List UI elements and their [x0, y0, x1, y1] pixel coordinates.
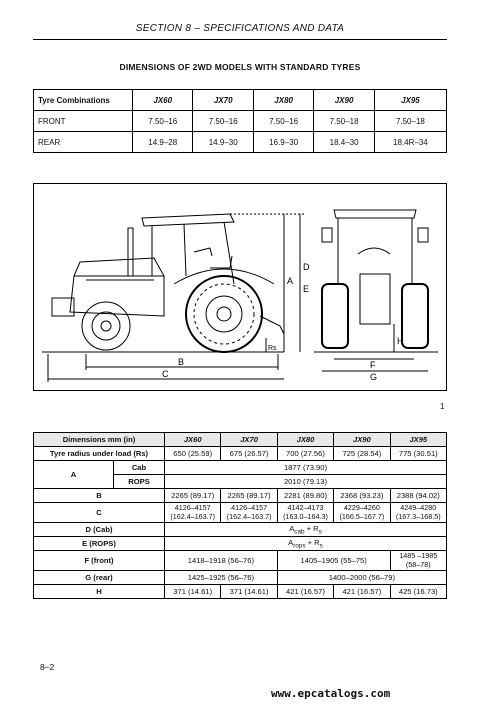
cell-line: (167.3–168.5)	[395, 511, 441, 521]
engine-body	[70, 276, 164, 316]
front-rim	[92, 312, 120, 340]
table-row	[34, 447, 447, 461]
label-d: D	[303, 262, 310, 272]
cell: 7.50–18	[314, 111, 374, 132]
label-g: G	[370, 372, 378, 382]
left-rear-wheel	[322, 284, 348, 348]
formula-sub: s	[319, 542, 323, 550]
cell: 16.9–30	[253, 132, 313, 153]
cell-line: (162.4–163.7)	[226, 511, 272, 521]
cell-line: (162.4–163.7)	[170, 511, 216, 521]
model-header: JX80	[253, 90, 313, 111]
exhaust-pipe	[128, 228, 133, 276]
formula-cell	[165, 537, 447, 551]
model-header: JX70	[221, 433, 277, 447]
cell: 7.50–16	[133, 111, 193, 132]
cell: 425 (16.73)	[390, 585, 446, 599]
header-cell: Tyre Combinations	[34, 90, 133, 111]
label-rs: Rs	[268, 345, 277, 352]
table-row	[34, 489, 447, 503]
cell: 725 (28.54)	[334, 447, 390, 461]
cell-line: 4126–4157	[174, 503, 211, 512]
cell: 7.50–18	[374, 111, 446, 132]
seat	[210, 256, 232, 268]
cell-line: 4229–4260	[343, 503, 380, 512]
row-label: REAR	[34, 132, 133, 153]
header-rule	[33, 39, 447, 40]
label-h: H	[397, 336, 404, 346]
rear-wheel	[186, 276, 262, 352]
table-header-row	[34, 90, 447, 111]
front-wheel	[82, 302, 130, 350]
mirror-left	[322, 228, 332, 242]
mirror-right	[418, 228, 428, 242]
cell: 2010 (79.13)	[165, 475, 447, 489]
formula-sub: cab	[294, 528, 305, 536]
center-housing	[360, 274, 390, 324]
model-header: JX80	[277, 433, 333, 447]
cell: 1400–2000 (56–79)	[277, 571, 446, 585]
cell: 775 (30.51)	[390, 447, 446, 461]
cell: 1877 (73.90)	[165, 461, 447, 475]
section-header: SECTION 8 – SPECIFICATIONS AND DATA	[135, 23, 345, 34]
label-b: B	[178, 357, 185, 367]
figure-number: 1	[440, 402, 445, 411]
model-header: JX90	[334, 433, 390, 447]
cell-line: 4249–4280	[400, 503, 437, 512]
row-label: H	[34, 585, 165, 599]
table-row	[34, 111, 447, 132]
cell: 2281 (89.80)	[277, 489, 333, 503]
cell	[390, 551, 446, 571]
tractor-drawing	[34, 184, 446, 390]
cab-roof-front	[334, 210, 416, 218]
row-label: Tyre radius under load (Rs)	[34, 447, 165, 461]
label-e: E	[303, 284, 310, 294]
rear-hub	[217, 307, 231, 321]
cell-line: 4126–4157	[231, 503, 268, 512]
cell: 371 (14.61)	[221, 585, 277, 599]
formula-cell	[165, 523, 447, 537]
formula-part: + R	[305, 537, 320, 547]
table-header-row	[34, 433, 447, 447]
header-cell: Dimensions mm (in)	[34, 433, 165, 447]
dimensions-table	[33, 432, 447, 599]
cell	[277, 503, 333, 523]
cell: 18.4–30	[314, 132, 374, 153]
hood	[74, 258, 164, 276]
formula-sub: s	[318, 528, 322, 536]
cell-line: (166.5–167.7)	[339, 511, 385, 521]
cell: 421 (16.57)	[334, 585, 390, 599]
model-header: JX60	[133, 90, 193, 111]
row-label: E (ROPS)	[34, 537, 165, 551]
cell: 1418–1918 (56–76)	[165, 551, 278, 571]
cell-line: 4142–4173	[287, 503, 324, 512]
cell-line: (58–78)	[405, 559, 431, 569]
rear-rim	[206, 296, 242, 332]
row-label: A	[34, 461, 114, 489]
table-row	[34, 523, 447, 537]
cell: 650 (25.59)	[165, 447, 221, 461]
cell: 18.4R–34	[374, 132, 446, 153]
cell: 371 (14.61)	[165, 585, 221, 599]
cell: 14.9–28	[133, 132, 193, 153]
table-row	[34, 132, 447, 153]
steering-wheel	[194, 248, 212, 256]
cell	[390, 503, 446, 523]
model-header: JX90	[314, 90, 374, 111]
table-row	[34, 585, 447, 599]
row-label: FRONT	[34, 111, 133, 132]
sub-label: ROPS	[114, 475, 165, 489]
sub-label: Cab	[114, 461, 165, 475]
row-label: G (rear)	[34, 571, 165, 585]
tractor-dimension-figure	[33, 183, 447, 391]
front-hub	[101, 321, 111, 331]
label-c: C	[162, 369, 169, 379]
rear-tread	[194, 284, 254, 344]
cell: 2265 (89.17)	[165, 489, 221, 503]
watermark: www.epcatalogs.com	[271, 687, 391, 700]
cell: 2368 (93.23)	[334, 489, 390, 503]
cell-line: (163.0–164.3)	[283, 511, 328, 521]
model-header: JX95	[374, 90, 446, 111]
cell: 14.9–30	[193, 132, 253, 153]
formula-sub: rops	[293, 542, 306, 550]
table-row	[34, 537, 447, 551]
table-row	[34, 551, 447, 571]
table-row	[34, 571, 447, 585]
cell: 7.50–16	[193, 111, 253, 132]
right-rear-wheel	[402, 284, 428, 348]
table-row	[34, 461, 447, 475]
cell: 2265 (89.17)	[221, 489, 277, 503]
formula-part: + R	[304, 523, 319, 533]
cell	[165, 503, 221, 523]
seat-front	[358, 248, 390, 254]
model-header: JX70	[193, 90, 253, 111]
cell: 7.50–16	[253, 111, 313, 132]
cell: 1405–1905 (55–75)	[277, 551, 390, 571]
cell: 675 (26.57)	[221, 447, 277, 461]
row-label: B	[34, 489, 165, 503]
page-title: DIMENSIONS OF 2WD MODELS WITH STANDARD TYRES	[119, 62, 361, 72]
table-row	[34, 503, 447, 523]
row-label: D (Cab)	[34, 523, 165, 537]
row-label: C	[34, 503, 165, 523]
label-f: F	[370, 360, 376, 370]
formula-part: A	[288, 537, 294, 547]
cell: 2388 (94.02)	[390, 489, 446, 503]
row-label: F (front)	[34, 551, 165, 571]
cell: 700 (27.56)	[277, 447, 333, 461]
cell-line: 1485 –1985	[399, 551, 438, 560]
cell: 421 (16.57)	[277, 585, 333, 599]
cell: 1425–1925 (56–76)	[165, 571, 278, 585]
cell	[221, 503, 277, 523]
page-number: 8–2	[40, 662, 55, 672]
cell	[334, 503, 390, 523]
model-header: JX95	[390, 433, 446, 447]
label-a: A	[287, 276, 294, 286]
formula-part: A	[289, 523, 295, 533]
rear-hitch	[260, 316, 284, 334]
model-header: JX60	[165, 433, 221, 447]
cab-roof	[142, 214, 234, 226]
tyre-combinations-table	[33, 89, 447, 153]
